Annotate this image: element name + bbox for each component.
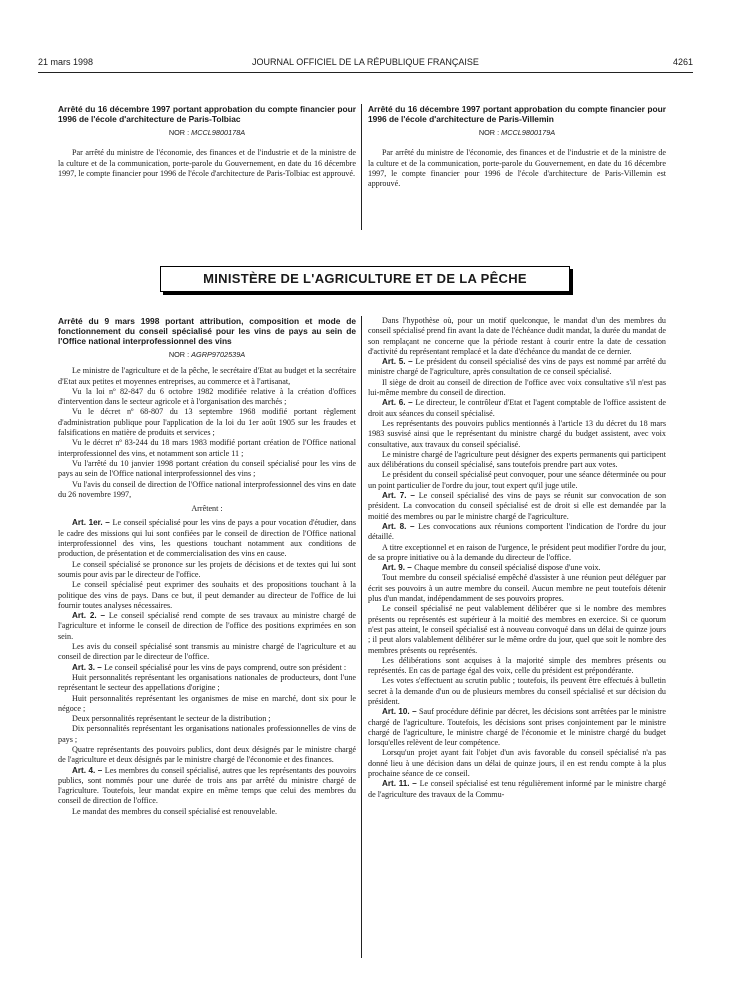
body-paragraph: Les représentants des pouvoirs publics mentionnés à l'article 13 du décret du 18 mars 1983 susvisé ainsi que le représentant du ministre chargé du budget assistent, avec voix consultative, aux travaux du conseil spécialisé. [368, 418, 666, 449]
article-paragraph: Art. 7. – Le conseil spécialisé des vins de pays se réunit sur convocation de son président. La convocation du conseil spécialisé est de droit si elle est demandée par la moitié des membres ou par le ministre chargé de l'agriculture. [368, 491, 667, 521]
body-paragraph: Les avis du conseil spécialisé sont transmis au ministre chargé de l'agriculture et au conseil de direction par le directeur de l'office. [58, 642, 356, 662]
right-column-body [368, 316, 666, 800]
article-paragraph: Art. 1er. – Le conseil spécialisé pour les vins de pays a pour vocation d'étudier, dans le cadre des missions qui lui sont confiées par le conseil de direction de l'Office national interprofessionnel des vins, les questions touchant notamment aux conditions de production, de présentation et de commercialisation des vins en cause. [58, 518, 357, 559]
article-number: Art. 3. – [72, 662, 105, 672]
article-number: Art. 8. – [382, 521, 419, 531]
article-paragraph: Art. 9. – Chaque membre du conseil spécialisé dispose d'une voix. [382, 563, 601, 573]
body-paragraph: Huit personnalités représentant les organisations nationales de producteurs, dont l'une représentant le secteur des appellations d'origine ; [58, 672, 356, 693]
body-paragraph: Vu l'avis du conseil de direction de l'Office national interprofessionnel des vins en date du 26 novembre 1997, [58, 479, 356, 499]
article-number: Art. 11. – [382, 779, 420, 789]
article-paragraph: Art. 5. – Le président du conseil spécialisé des vins de pays est nommé par arrêté du ministre chargé de l'agriculture, après consultation de ce conseil spécialisé. [368, 357, 666, 377]
nor-reference: NOR : AGRP9702539A [168, 350, 246, 359]
body-paragraph: Tout membre du conseil spécialisé empêché d'assister à une réunion peut déléguer par écrit ses pouvoirs à un autre membre du conseil. Aucun membre ne peut toutefois détenir plus d'un mandat, indépendamment de ses pouvoirs propres. [368, 573, 666, 604]
body-paragraph: Vu le décret nº 83-244 du 18 mars 1983 modifié portant création de l'Office national interprofessionnel des vins, et notamment son article 11 ; [58, 438, 356, 458]
body-paragraph: A titre exceptionnel et en raison de l'urgence, le président peut modifier l'ordre du jour, de sa propre initiative ou à la demande du directeur de l'office. [368, 542, 666, 562]
column-divider [361, 104, 362, 230]
left-column-body [58, 366, 356, 817]
article-number: Art. 1er. – [72, 518, 113, 528]
article-title: Arrêté du 9 mars 1998 portant attribution, composition et mode de fonctionnement du conseil spécialisé pour les vins de pays au sein de l'Office national interprofessionnel des vins [58, 316, 356, 346]
main-article-left [58, 316, 356, 817]
article-paragraph: Art. 11. – Le conseil spécialisé est tenu régulièrement informé par le ministre chargé de l'agriculture des travaux de la Commu- [368, 779, 666, 799]
article-number: Art. 10. – [382, 707, 419, 717]
nor-reference: NOR : MCCL9800179A [478, 128, 556, 137]
decree-body: Par arrêté du ministre de l'économie, des finances et de l'industrie et de la ministre de la culture et de la communication, porte-parole du Gouvernement, en date du 16 décembre 1997, le compte financier pour 1996 de l'école d'architecture de Paris-Villemin est approuvé. [368, 148, 666, 189]
page-header [38, 57, 693, 71]
header-rule [38, 72, 693, 73]
ministry-heading: MINISTÈRE DE L'AGRICULTURE ET DE LA PÊCHE [160, 266, 570, 292]
body-paragraph: Vu la loi nº 82-847 du 6 octobre 1982 modifiée relative à la création d'offices d'intervention dans le secteur agricole et à l'organisation des marchés ; [58, 386, 356, 407]
decree-body: Par arrêté du ministre de l'économie, des finances et de l'industrie et de la ministre de la culture et de la communication, porte-parole du Gouvernement, en date du 16 décembre 1997, le compte financier pour 1996 de l'école d'architecture de Paris-Tolbiac est approuvé. [58, 148, 356, 178]
body-paragraph: Dix personnalités représentant les organisations nationales professionnelles de vins de pays ; [58, 724, 356, 744]
article-number: Art. 4. – [72, 765, 105, 775]
page-number: 4261 [672, 57, 693, 67]
arretent-line: Arrêtent : [191, 504, 223, 514]
body-paragraph: Deux personnalités représentant le secteur de la distribution ; [72, 714, 271, 724]
body-paragraph: Il siège de droit au conseil de direction de l'office avec voix consultative s'il n'est pas lui-même membre du conseil de direction. [368, 377, 666, 398]
decree-title: Arrêté du 16 décembre 1997 portant approbation du compte financier pour 1996 de l'école d'architecture de Paris-Tolbiac [58, 104, 356, 124]
decree-paris-villemin [368, 104, 666, 189]
article-number: Art. 2. – [72, 611, 109, 621]
article-number: Art. 6. – [382, 398, 416, 408]
body-paragraph: Le conseil spécialisé ne peut valablement délibérer que si le nombre des membres présents ou représentés est supérieur à la moitié des membres en exercice. Si ce quorum n'est pas atteint, le conseil spécialisé est à nouveau convoqué dans un délai de quinze jours ; il peut alors valablement délibérer sur le même ordre du jour, quel que soit le nombre des membres présents ou représentés. [368, 604, 666, 655]
article-number: Art. 9. – [382, 563, 415, 573]
article-paragraph: Art. 8. – Les convocations aux réunions comportent l'indication de l'ordre du jour détaillé. [368, 521, 666, 542]
article-number: Art. 5. – [382, 357, 416, 367]
body-paragraph: Vu l'arrêté du 10 janvier 1998 portant création du conseil spécialisé pour les vins de pays au sein de l'Office national interprofessionnel des vins ; [58, 458, 356, 479]
body-paragraph: Vu le décret nº 68-807 du 13 septembre 1968 modifié portant règlement d'administration publique pour l'application de la loi du 1er août 1905 sur les fraudes et falsifications en matière de produits et services ; [58, 407, 356, 438]
body-paragraph: Quatre représentants des pouvoirs publics, dont deux désignés par le ministre chargé de l'agriculture et deux désignés par le ministre chargé de l'économie et des finances. [58, 744, 356, 765]
main-article-right [368, 316, 666, 800]
body-paragraph: Le conseil spécialisé peut exprimer des souhaits et des propositions touchant à la politique des vins de pays. Dans ce but, il peut demander au directeur de l'office de lui fournir toutes analyses nécessaires. [58, 580, 356, 610]
body-paragraph: Les votes s'effectuent au scrutin public ; toutefois, ils peuvent être effectués à bulletin secret à la demande d'un ou de plusieurs membres du conseil spécialisé et sur décision du président. [368, 676, 666, 706]
body-paragraph: Le mandat des membres du conseil spécialisé est renouvelable. [72, 806, 278, 816]
header-date: 21 mars 1998 [38, 57, 94, 67]
article-paragraph: Art. 2. – Le conseil spécialisé rend compte de ses travaux au ministre chargé de l'agriculture et informe le conseil de direction de l'office des positions exprimées en son sein. [58, 611, 357, 641]
article-number: Art. 7. – [382, 491, 419, 501]
article-paragraph: Art. 4. – Les membres du conseil spécialisé, autres que les représentants des pouvoirs publics, sont nommés pour une durée de trois ans par arrêté du ministre chargé de l'agriculture. Toutefois, leur mandat expire en même temps que celui des membres du conseil de direction de l'office. [58, 765, 357, 806]
body-paragraph: Le ministre de l'agriculture et de la pêche, le secrétaire d'Etat au budget et la secrétaire d'Etat aux petites et moyennes entreprises, au commerce et à l'artisanat, [58, 366, 356, 386]
article-paragraph: Art. 6. – Le directeur, le contrôleur d'Etat et l'agent comptable de l'office assistent de droit aux séances du conseil spécialisé. [368, 398, 667, 418]
journal-title: JOURNAL OFFICIEL DE LA RÉPUBLIQUE FRANÇAISE [252, 57, 479, 67]
decree-paris-tolbiac [58, 104, 356, 179]
body-paragraph: Le conseil spécialisé se prononce sur les projets de décisions et de textes qui lui sont soumis pour avis par le directeur de l'office. [58, 559, 356, 579]
column-divider [361, 316, 362, 958]
article-paragraph: Art. 10. – Sauf procédure définie par décret, les décisions sont arrêtées par le ministre chargé de l'agriculture. Toutefois, les décisions sont prises conjointement par le ministre chargé de l'agriculture, le ministre chargé de l'économie et le ministre chargé du budget lorsqu'elles relèvent de leur compétence. [368, 707, 666, 748]
decree-title: Arrêté du 16 décembre 1997 portant approbation du compte financier pour 1996 de l'école d'architecture de Paris-Villemin [368, 104, 666, 124]
article-paragraph: Art. 3. – Le conseil spécialisé pour les vins de pays comprend, outre son président : [72, 662, 347, 672]
nor-reference: NOR : MCCL9800178A [168, 128, 246, 137]
body-paragraph: Le président du conseil spécialisé peut convoquer, pour une séance déterminée ou pour un point particulier de l'ordre du jour, tout expert qu'il juge utile. [368, 470, 666, 490]
body-paragraph: Huit personnalités représentant les organismes de mise en marché, dont six pour le négoce ; [58, 693, 356, 713]
body-paragraph: Lorsqu'un projet ayant fait l'objet d'un avis favorable du conseil spécialisé n'a pas donné lieu à une décision dans un délai de quinze jours, il en est rendu compte à la plus prochaine séance de ce conseil. [368, 748, 666, 779]
body-paragraph: Le ministre chargé de l'agriculture peut désigner des experts permanents qui participent aux délibérations du conseil spécialisé, sans toutefois prendre part aux votes. [368, 449, 667, 470]
body-paragraph: Les délibérations sont acquises à la majorité simple des membres présents ou représentés. En cas de partage égal des voix, celle du président est prépondérante. [368, 655, 666, 676]
body-paragraph: Dans l'hypothèse où, pour un motif quelconque, le mandat d'un des membres du conseil spécialisé prend fin avant la date de l'échéance dudit mandat, la durée du mandat de son remplaçant ne concerne que la période restant à courir entre la date de cessation d'activité du représentant remplacé et la date d'échéance du mandat de ce dernier. [368, 316, 666, 356]
